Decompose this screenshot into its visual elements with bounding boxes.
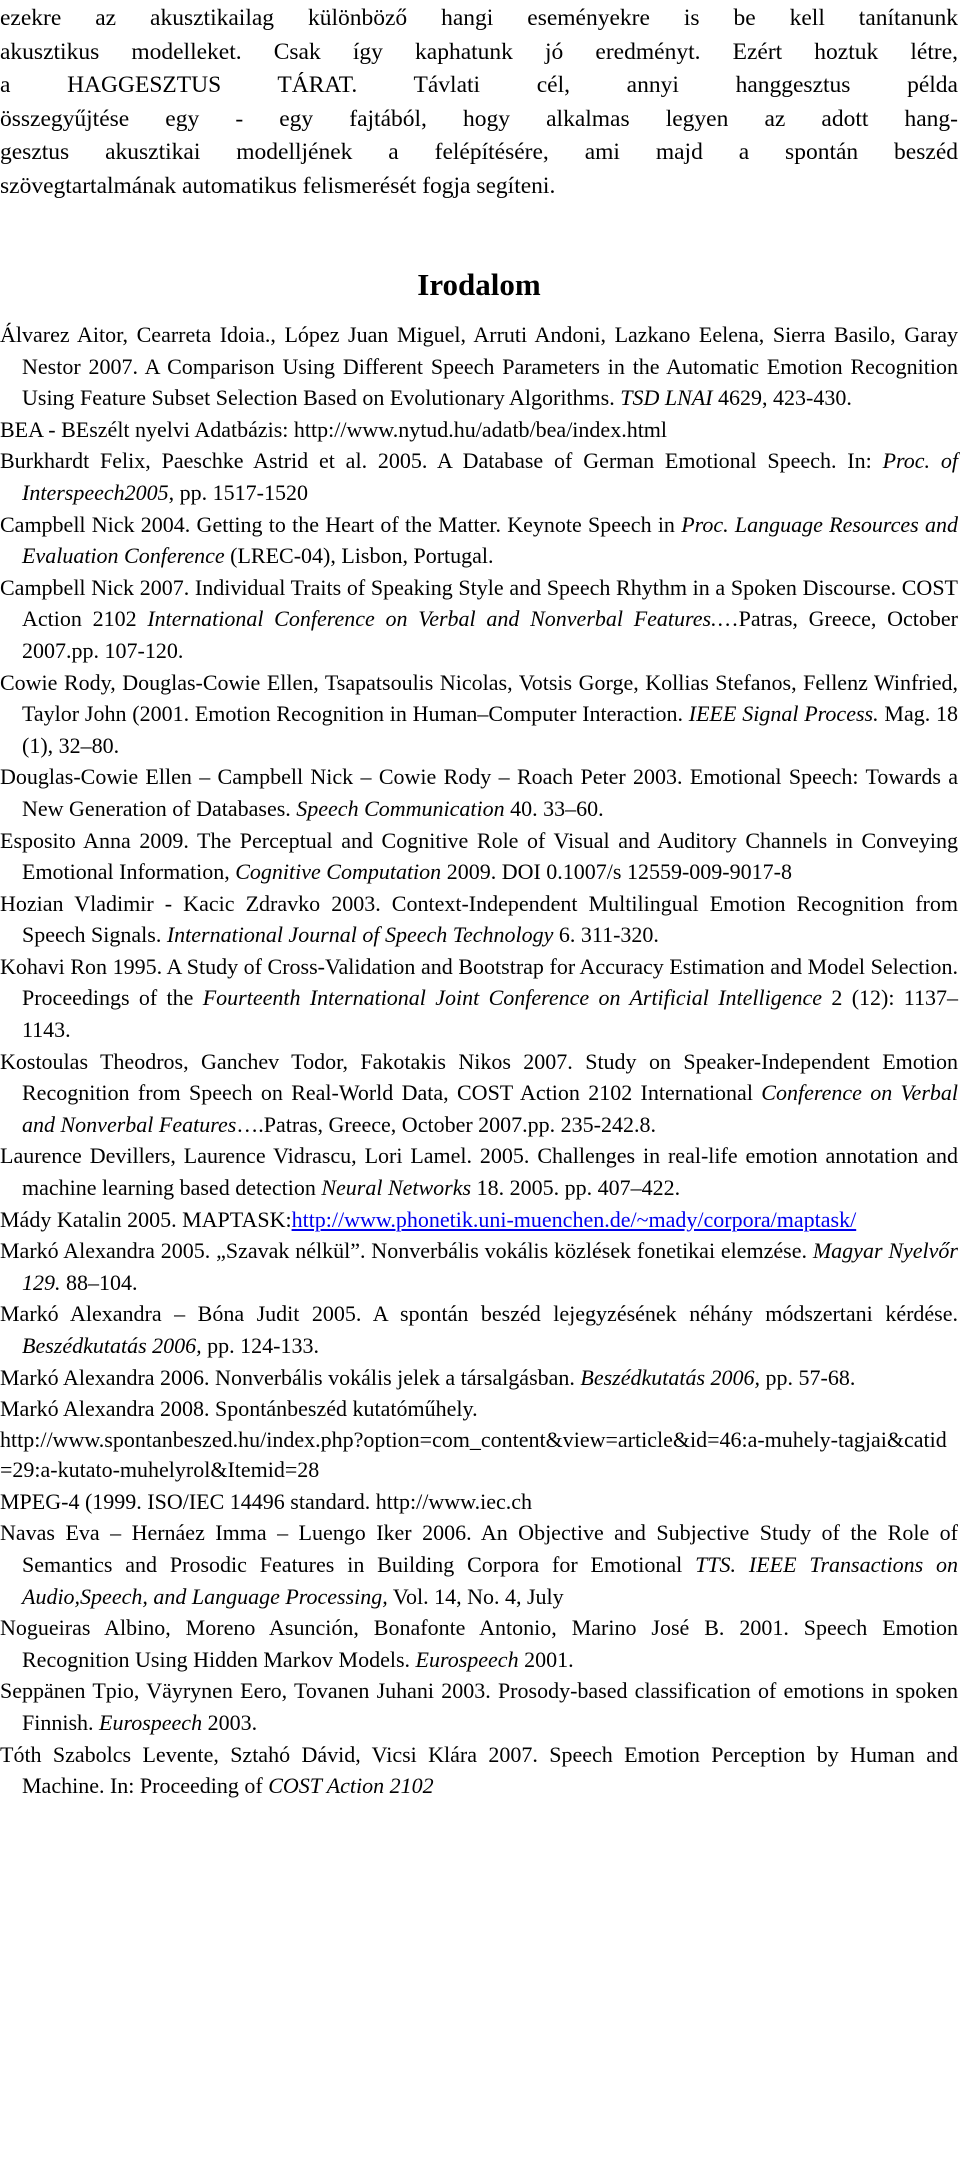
document-page — [0, 2, 958, 1802]
reference-entry — [0, 1675, 958, 1738]
reference-entry — [0, 1486, 958, 1518]
reference-list — [0, 319, 958, 1802]
reference-italic-text: Beszédkutatás 2006, — [580, 1364, 761, 1390]
reference-text: 2001. — [518, 1646, 574, 1672]
reference-entry — [0, 667, 958, 762]
reference-entry — [0, 761, 958, 824]
reference-text: pp. 57-68. — [760, 1364, 856, 1390]
reference-entry — [0, 1235, 958, 1298]
reference-entry — [0, 1362, 958, 1394]
reference-text: …Patras, Greece, October 2007.pp. 107-120. — [22, 606, 958, 663]
intro-line: a HAGGESZTUS TÁRAT. Távlati cél, annyi hanggesztus példa — [0, 72, 958, 98]
reference-entry — [0, 1046, 958, 1141]
reference-text: BEA - BEszélt nyelvi Adatbázis: http://www.nytud.hu/adatb/bea/index.html — [0, 416, 668, 442]
reference-entry — [0, 1140, 958, 1203]
reference-text: Laurence Devillers, Laurence Vidrascu, Lori Lamel. 2005. Challenges in real-life emotion annotation and machine learning based detection — [0, 1143, 958, 1201]
intro-line: összegyűjtése egy - egy fajtából, hogy alkalmas legyen az adott hang- — [0, 105, 958, 132]
reference-text: Nogueiras Albino, Moreno Asunción, Bonafonte Antonio, Marino José B. 2001. Speech Emotion Recognition Using Hidden Markov Models. — [0, 1615, 958, 1672]
reference-text: Navas Eva – Hernáez Imma – Luengo Iker 2006. An Objective and Subjective Study of the Role of Semantics and Prosodic Features in Building Corpora for Emotional — [0, 1520, 958, 1577]
reference-text: http://www.spontanbeszed.hu/index.php?option=com_content&view=article&id=46:a-muhely-tagjai&catid=29:a-kutato-muhelyrol&Itemid=28 — [0, 1426, 947, 1483]
reference-text: 2 (12): 1137–1143. — [22, 985, 958, 1043]
reference-entry — [0, 414, 958, 446]
reference-entry — [0, 1612, 958, 1675]
reference-text: Markó Alexandra – Bóna Judit 2005. A spontán beszéd lejegyzésének néhány módszertani kérdése. — [0, 1301, 958, 1327]
reference-entry — [0, 825, 958, 888]
reference-italic-text: Proc. Language Resources and Evaluation Conference — [22, 511, 958, 569]
reference-text: Mag. 18 (1), 32–80. — [22, 701, 959, 758]
reference-entry — [0, 445, 958, 508]
reference-text: 18. 2005. pp. 407–422. — [471, 1175, 681, 1201]
reference-entry — [0, 319, 958, 414]
reference-italic-text: TTS. IEEE Transactions on Audio,Speech, and Language Processing, — [22, 1551, 958, 1609]
reference-italic-text: Proc. of Interspeech2005 — [22, 448, 958, 505]
reference-text: Álvarez Aitor, Cearreta Idoia., López Juan Miguel, Arruti Andoni, Lazkano Eelena, Sierra Basilo, Garay Nestor 2007. A Comparison Using Different Speech Parameters in the Automatic Emotion Recognition Using Feature Subset Selection Based on Evolutionary Algorithms. — [0, 322, 958, 411]
reference-italic-text: International Conference on Verbal and Nonverbal Features. — [147, 606, 717, 632]
reference-text: Burkhardt Felix, Paeschke Astrid et al. 2005. A Database of German Emotional Speech. In: — [0, 448, 883, 474]
reference-entry — [0, 1298, 958, 1361]
reference-italic-text: International Journal of Speech Technology — [166, 922, 554, 948]
section-heading: Irodalom — [417, 267, 541, 302]
intro-paragraph — [0, 2, 958, 203]
reference-text: Markó Alexandra 2008. Spontánbeszéd kutatóműhely. — [0, 1396, 478, 1422]
reference-entry — [0, 1204, 958, 1236]
reference-text: Campbell Nick 2007. Individual Traits of Speaking Style and Speech Rhythm in a Spoken Discourse. COST Action 2102 — [0, 574, 958, 632]
reference-text: Cowie Rody, Douglas-Cowie Ellen, Tsapatsoulis Nicolas, Votsis Gorge, Kollias Stefanos, Fellenz Winfried, Taylor John (2001. Emotion Recognition in Human–Computer Interaction. — [0, 669, 958, 727]
reference-text: Markó Alexandra 2005. „Szavak nélkül”. Nonverbális vokális közlések fonetikai elemzése. — [0, 1238, 813, 1264]
reference-italic-text: Beszédkutatás 2006, — [22, 1333, 202, 1358]
reference-entry — [0, 951, 958, 1046]
reference-italic-text: IEEE Signal Process. — [688, 701, 879, 727]
reference-italic-text: Eurospeech — [415, 1646, 519, 1672]
reference-text: Seppänen Tpio, Väyrynen Eero, Tovanen Juhani 2003. Prosody-based classification of emotions in spoken Finnish. — [0, 1678, 958, 1735]
intro-line: akusztikus modelleket. Csak így kaphatunk jó eredményt. Ezért hoztuk létre, — [0, 38, 958, 65]
reference-text: Mády Katalin 2005. MAPTASK: — [0, 1206, 292, 1232]
reference-text: 40. 33–60. — [504, 795, 604, 821]
intro-line: gesztus akusztikai modelljének a felépítésére, ami majd a spontán beszéd — [0, 139, 958, 165]
reference-entry — [0, 1425, 958, 1486]
reference-text: Hozian Vladimir - Kacic Zdravko 2003. Context-Independent Multilingual Emotion Recognition from Speech Signals. — [0, 890, 958, 948]
reference-entry — [0, 1393, 958, 1425]
reference-text: ….Patras, Greece, October 2007.pp. 235-242.8. — [236, 1111, 656, 1137]
reference-entry — [0, 1739, 958, 1802]
reference-text: Douglas-Cowie Ellen – Campbell Nick – Cowie Rody – Roach Peter 2003. Emotional Speech: Towards a New Generation of Databases. — [0, 764, 958, 821]
reference-italic-text: Fourteenth International Joint Conference on Artificial Intelligence — [202, 985, 823, 1011]
reference-text: MPEG-4 (1999. ISO/IEC 14496 standard. http://www.iec.ch — [0, 1488, 533, 1514]
intro-line: ezekre az akusztikailag különböző hangi eseményekre is be kell tanítanunk — [0, 5, 958, 31]
reference-entry — [0, 509, 958, 572]
reference-text: Kostoulas Theodros, Ganchev Todor, Fakotakis Nikos 2007. Study on Speaker-Independent Emotion Recognition from Speech on Real-World Data, COST Action 2102 International — [0, 1048, 958, 1106]
reference-entry — [0, 888, 958, 951]
reference-italic-text: COST Action 2102 — [268, 1773, 434, 1799]
reference-entry — [0, 1517, 958, 1612]
reference-link[interactable]: http://www.phonetik.uni-muenchen.de/~mady/corpora/maptask/ — [291, 1206, 857, 1232]
reference-entry — [0, 572, 958, 667]
reference-text: 88–104. — [60, 1269, 138, 1295]
reference-text: Campbell Nick 2004. Getting to the Heart of the Matter. Keynote Speech in — [0, 511, 682, 537]
reference-text: 6. 311-320. — [553, 922, 659, 948]
reference-text: 2003. — [202, 1709, 258, 1735]
reference-italic-text: Speech Communication — [296, 795, 505, 821]
reference-italic-text: Eurospeech — [99, 1709, 203, 1735]
reference-text: (LREC-04), Lisbon, Portugal. — [224, 543, 494, 569]
reference-text: 4629, 423-430. — [712, 385, 852, 411]
intro-line: szövegtartalmának automatikus felismerését fogja segíteni. — [0, 172, 556, 199]
reference-italic-text: Cognitive Computation — [235, 859, 442, 885]
reference-text: Kohavi Ron 1995. A Study of Cross-Validation and Bootstrap for Accuracy Estimation and Model Selection. Proceedings of the — [0, 953, 958, 1011]
reference-italic-text: Neural Networks — [321, 1175, 472, 1201]
reference-text: Esposito Anna 2009. The Perceptual and Cognitive Role of Visual and Auditory Channels in Conveying Emotional Information, — [0, 827, 958, 885]
reference-text: Vol. 14, No. 4, July — [387, 1583, 564, 1609]
reference-text: pp. 124-133. — [201, 1333, 319, 1358]
reference-text: , pp. 1517-1520 — [168, 479, 308, 505]
reference-italic-text: Conference on Verbal and Nonverbal Features — [22, 1080, 958, 1137]
reference-text: 2009. DOI 0.1007/s 12559-009-9017-8 — [441, 859, 792, 885]
reference-italic-text: TSD LNAI — [620, 385, 713, 411]
reference-text: Markó Alexandra 2006. Nonverbális vokális jelek a társalgásban. — [0, 1364, 581, 1390]
reference-italic-text: Magyar Nyelvőr 129. — [22, 1238, 958, 1295]
reference-text: Tóth Szabolcs Levente, Sztahó Dávid, Vicsi Klára 2007. Speech Emotion Perception by Human and Machine. In: Proceeding of — [0, 1741, 958, 1799]
